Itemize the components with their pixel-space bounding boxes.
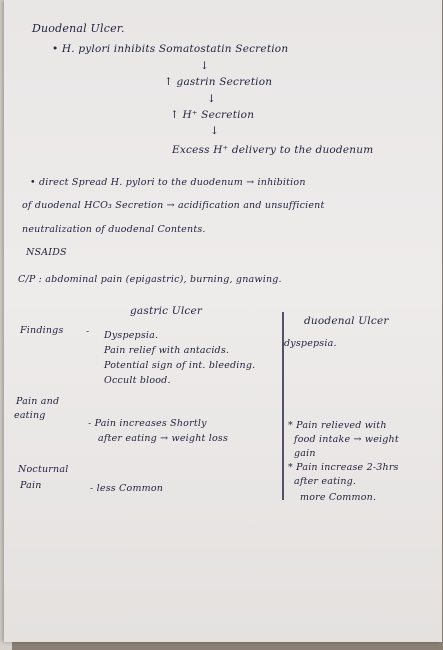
nsaids-label: NSAIDS	[26, 247, 67, 258]
pylori-line: • H. pylori inhibits Somatostatin Secretion	[52, 43, 289, 55]
gastric-finding: Occult blood.	[104, 375, 171, 386]
paragraph-line-3: neutralization of duodenal Contents.	[22, 224, 206, 235]
gastrin-line: ↑ gastrin Secretion	[164, 76, 273, 88]
gastric-ulcer-header: gastric Ulcer	[130, 305, 203, 317]
paragraph-line-1: • direct Spread H. pylori to the duodenum → inhibition	[30, 177, 306, 188]
duodenal-pain-line: after eating.	[294, 476, 357, 487]
handwritten-notes-page	[4, 0, 442, 642]
clinical-picture-line: C/P : abdominal pain (epigastric), burning, gnawing.	[18, 274, 282, 285]
duodenal-pain-line: * Pain increase 2-3hrs	[288, 462, 399, 473]
gastric-finding: Dyspepsia.	[104, 330, 159, 341]
duodenal-finding: dyspepsia.	[284, 338, 337, 349]
h-secretion-line: ↑ H⁺ Secretion	[170, 109, 255, 121]
duodenal-pain-line: more Common.	[300, 492, 377, 503]
paragraph-line-2: of duodenal HCO₃ Secretion → acidification and unsufficient	[22, 200, 325, 211]
flow-arrow: ↓	[200, 60, 209, 72]
pain-eating-label-1: Pain and	[16, 396, 60, 407]
pain-eating-label-2: eating	[14, 410, 46, 421]
duodenal-pain-line: gain	[294, 448, 316, 459]
notes-title: Duodenal Ulcer.	[32, 22, 125, 35]
flow-arrow: ↓	[210, 125, 219, 137]
excess-line: Excess H⁺ delivery to the duodenum	[172, 144, 374, 156]
gastric-nocturnal-value: - less Common	[90, 483, 164, 494]
duodenal-ulcer-header: duodenal Ulcer	[304, 315, 389, 327]
flow-arrow: ↓	[207, 93, 216, 105]
findings-label: Findings	[20, 325, 64, 336]
gastric-finding: Potential sign of int. bleeding.	[104, 360, 256, 371]
gastric-finding: Pain relief with antacids.	[104, 345, 230, 356]
gastric-pain-line-1: - Pain increases Shortly	[88, 418, 207, 429]
findings-dash: -	[86, 326, 90, 337]
duodenal-pain-line: * Pain relieved with	[288, 420, 387, 431]
nocturnal-label-1: Nocturnal	[18, 464, 69, 475]
nocturnal-label-2: Pain	[20, 480, 42, 491]
duodenal-pain-line: food intake → weight	[294, 434, 399, 445]
gastric-pain-line-2: after eating → weight loss	[98, 433, 229, 444]
